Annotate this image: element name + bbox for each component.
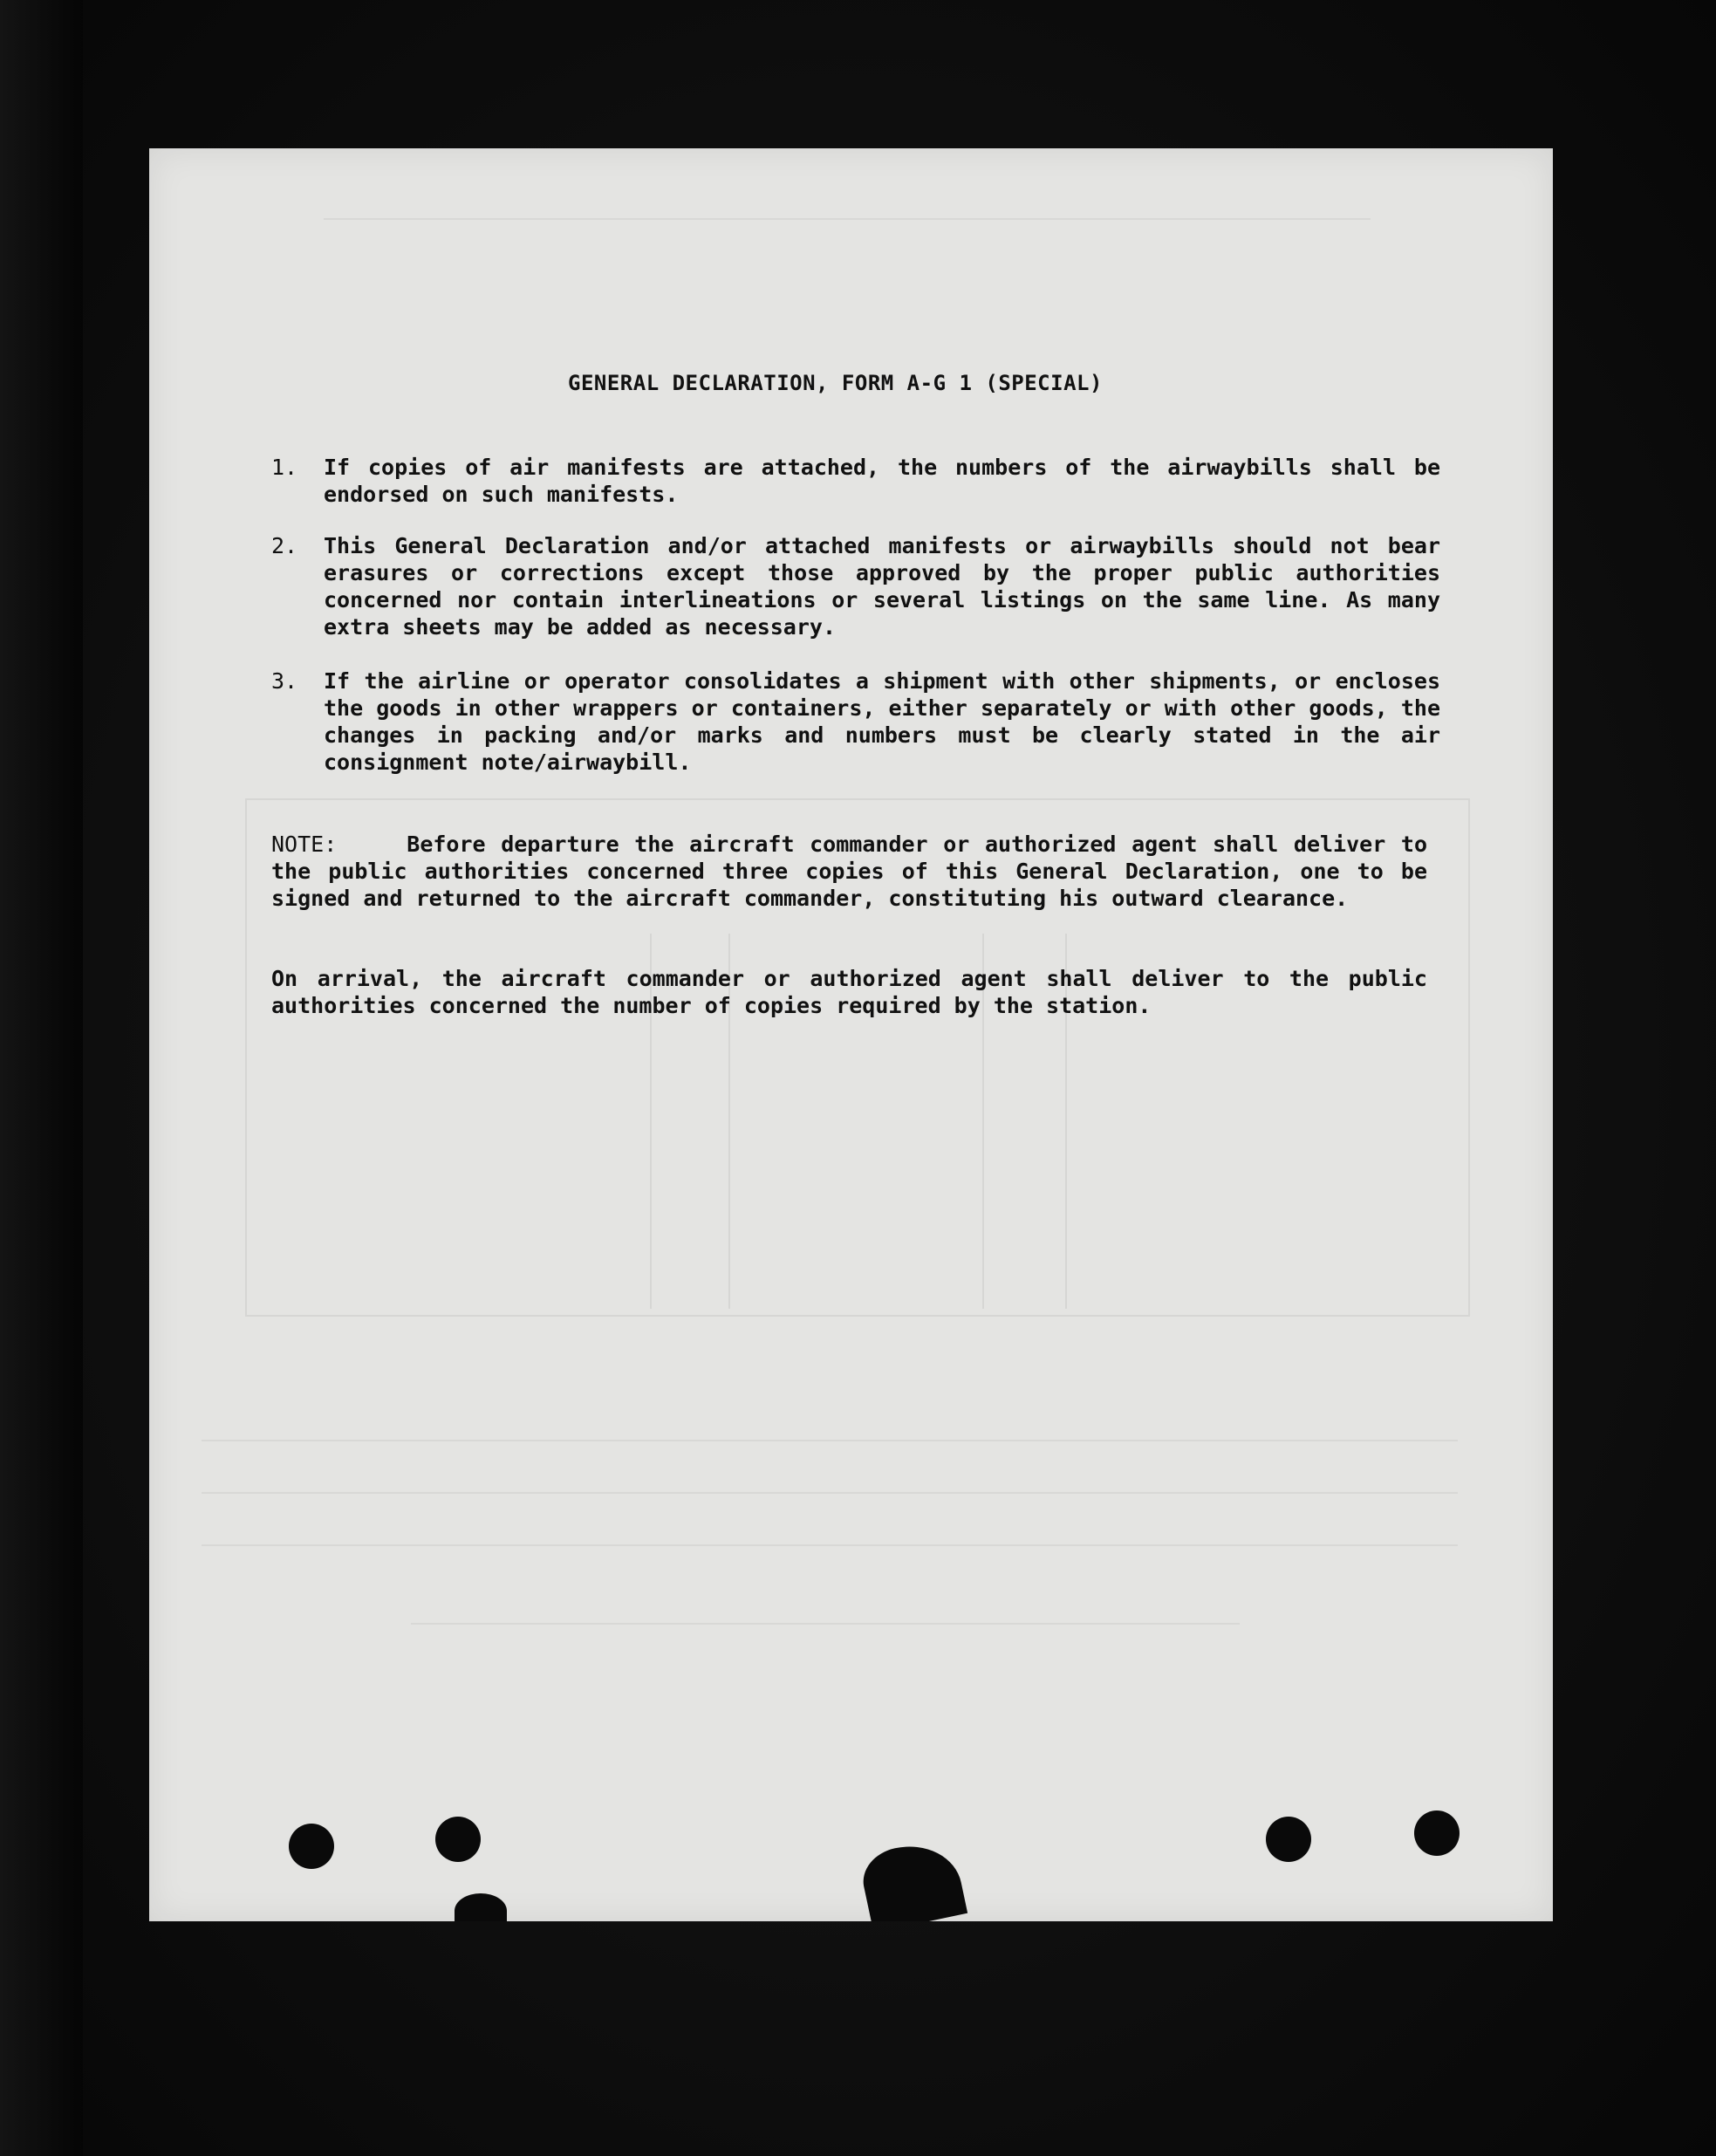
punch-hole bbox=[435, 1817, 481, 1862]
arrival-paragraph: On arrival, the aircraft commander or authorized agent shall deliver to the public authorities concerned the number of copies required by the station. bbox=[271, 966, 1427, 1018]
note-label: NOTE: bbox=[271, 832, 338, 857]
list-item bbox=[271, 532, 1440, 640]
document-page bbox=[149, 148, 1553, 1921]
document-title: GENERAL DECLARATION, FORM A-G 1 (SPECIAL) bbox=[568, 371, 1103, 395]
punch-hole bbox=[1266, 1817, 1311, 1862]
paper-tear bbox=[858, 1837, 967, 1921]
note-text: Before departure the aircraft commander or authorized agent shall deliver to the public authorities concerned three copies of this General Declaration, one to be signed and returned to the aircraft commander, constituting his outward clearance. bbox=[271, 832, 1427, 911]
item-text: If the airline or operator consolidates a shipment with other shipments, or encloses the goods in other wrappers or containers, either separately or with other goods, the changes in packing and/or marks and numbers must be clearly stated in the air consignment note/airwaybill. bbox=[324, 668, 1440, 775]
punch-hole bbox=[1414, 1810, 1460, 1856]
paper-tear bbox=[455, 1893, 507, 1921]
bleed-through-rule bbox=[202, 1544, 1458, 1546]
list-item bbox=[271, 454, 1440, 508]
note-paragraph bbox=[271, 831, 1427, 912]
item-number: 2. bbox=[271, 533, 298, 558]
punch-hole bbox=[289, 1824, 334, 1869]
item-number: 1. bbox=[271, 455, 298, 480]
bleed-through-rule bbox=[202, 1440, 1458, 1441]
scan-frame-edge bbox=[0, 0, 83, 2156]
item-number: 3. bbox=[271, 668, 298, 694]
bleed-through-rule bbox=[202, 1492, 1458, 1494]
bleed-through-rule bbox=[411, 1623, 1240, 1625]
item-text: This General Declaration and/or attached manifests or airwaybills should not bear erasures or corrections except those approved by the proper public authorities concerned nor contain interlineations or several listings on the same line. As many extra sheets may be added as necessary. bbox=[324, 533, 1440, 640]
bleed-through-rule bbox=[324, 218, 1371, 220]
item-text: If copies of air manifests are attached, the numbers of the airwaybills shall be endorsed on such manifests. bbox=[324, 455, 1440, 507]
list-item bbox=[271, 667, 1440, 776]
